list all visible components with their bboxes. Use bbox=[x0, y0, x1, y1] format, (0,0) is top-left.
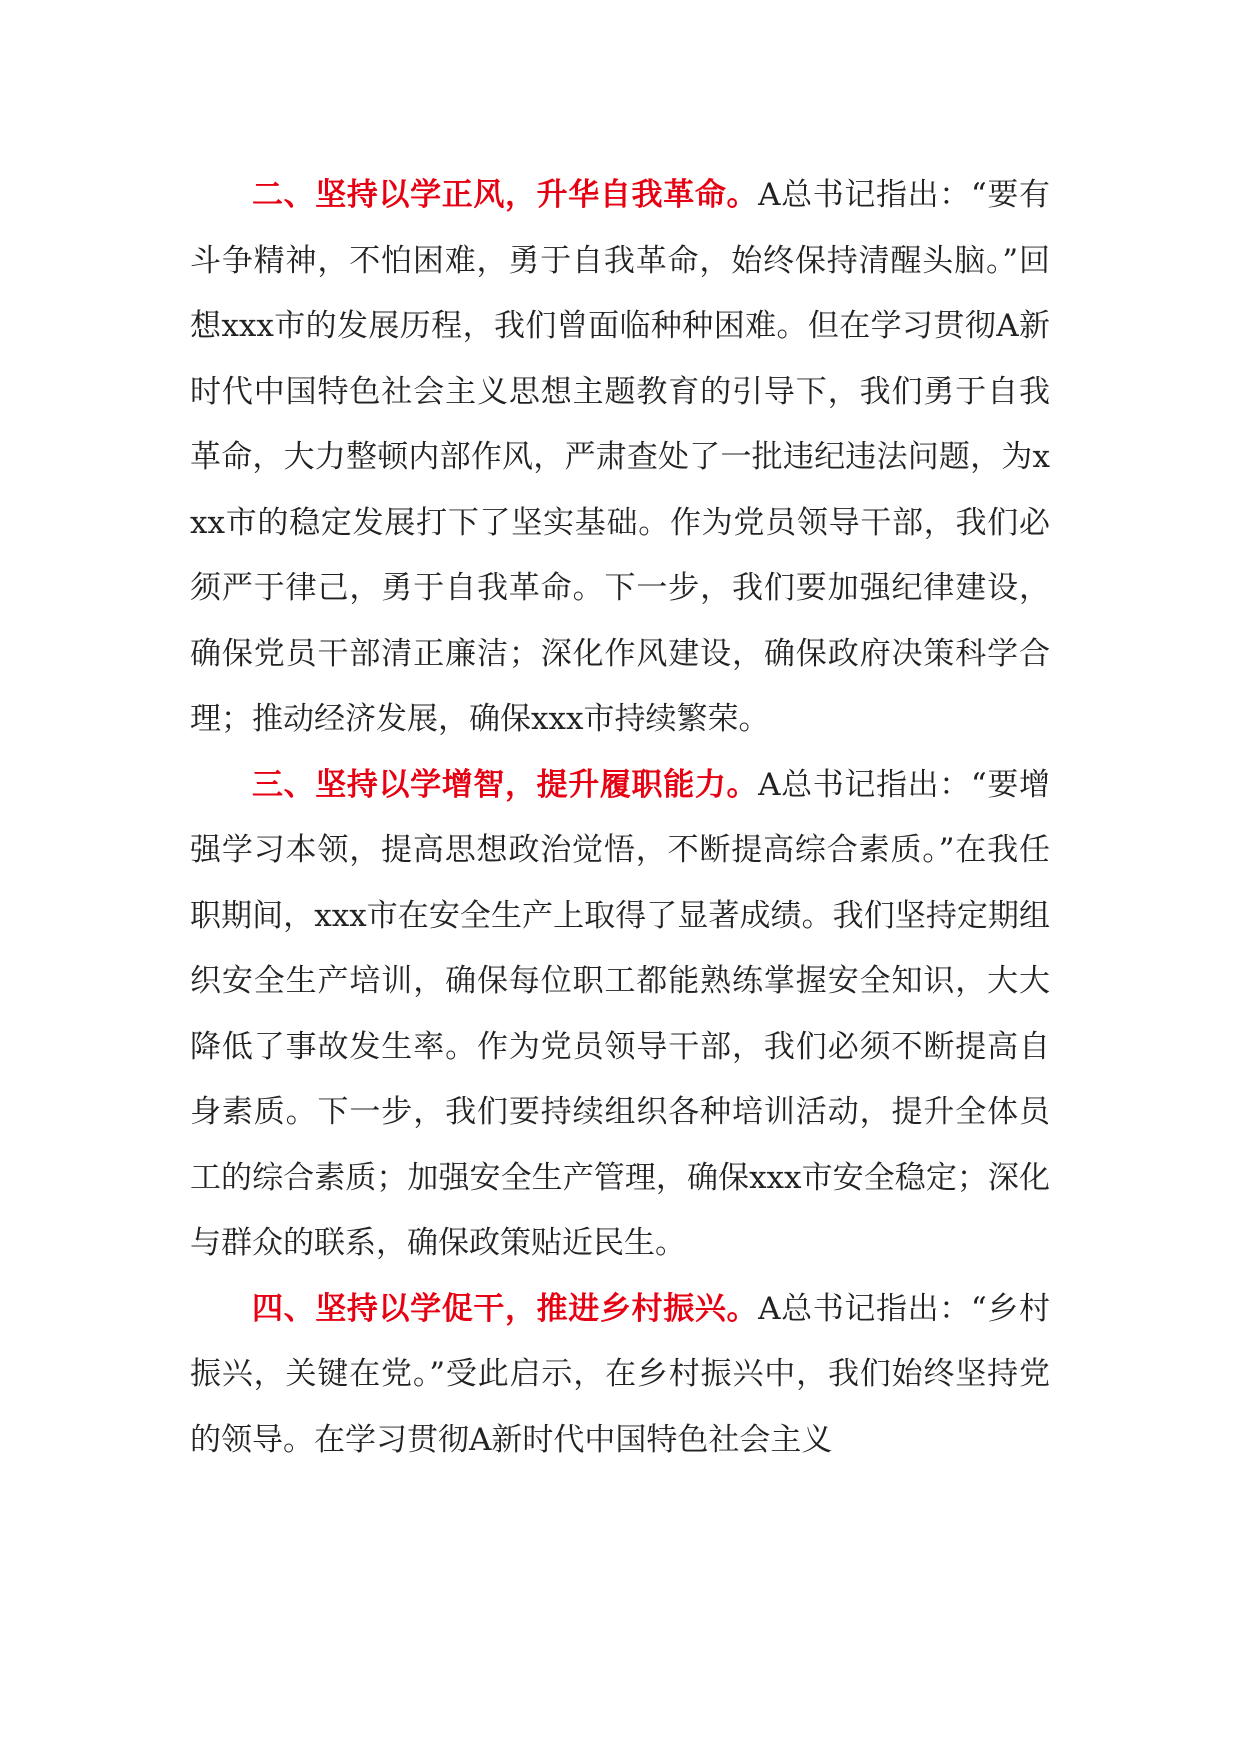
section-heading-3: 三、坚持以学增智，提升履职能力。 bbox=[252, 766, 759, 803]
section-body-4: A总书记指出：“乡村振兴，关键在党。”受此启示，在乡村振兴中，我们始终坚持党的领导。在学习贯彻A新时代中国特色社会主义 bbox=[190, 1290, 1050, 1458]
section-heading-4: 四、坚持以学促干，推进乡村振兴。 bbox=[252, 1290, 759, 1327]
section-paragraph-4 bbox=[190, 1277, 1050, 1474]
document-body bbox=[190, 163, 1050, 1473]
section-body-3: A总书记指出：“要增强学习本领，提高思想政治觉悟，不断提高综合素质。”在我任职期间，xxx市在安全生产上取得了显著成绩。我们坚持定期组织安全生产培训，确保每位职工都能熟练掌握安全知识，大大降低了事故发生率。作为党员领导干部，我们必须不断提高自身素质。下一步，我们要持续组织各种培训活动，提升全体员工的综合素质；加强安全生产管理，确保xxx市安全稳定；深化与群众的联系，确保政策贴近民生。 bbox=[190, 766, 1050, 1261]
section-body-2: A总书记指出：“要有斗争精神，不怕困难，勇于自我革命，始终保持清醒头脑。”回想xxx市的发展历程，我们曾面临种种困难。但在学习贯彻A新时代中国特色社会主义思想主题教育的引导下，我们勇于自我革命，大力整顿内部作风，严肃查处了一批违纪违法问题，为xxx市的稳定发展打下了坚实基础。作为党员领导干部，我们必须严于律己，勇于自我革命。下一步，我们要加强纪律建设，确保党员干部清正廉洁；深化作风建设，确保政府决策科学合理；推动经济发展，确保xxx市持续繁荣。 bbox=[190, 177, 1050, 737]
section-paragraph-3 bbox=[190, 753, 1050, 1277]
section-paragraph-2 bbox=[190, 163, 1050, 753]
section-heading-2: 二、坚持以学正风，升华自我革命。 bbox=[252, 177, 759, 213]
